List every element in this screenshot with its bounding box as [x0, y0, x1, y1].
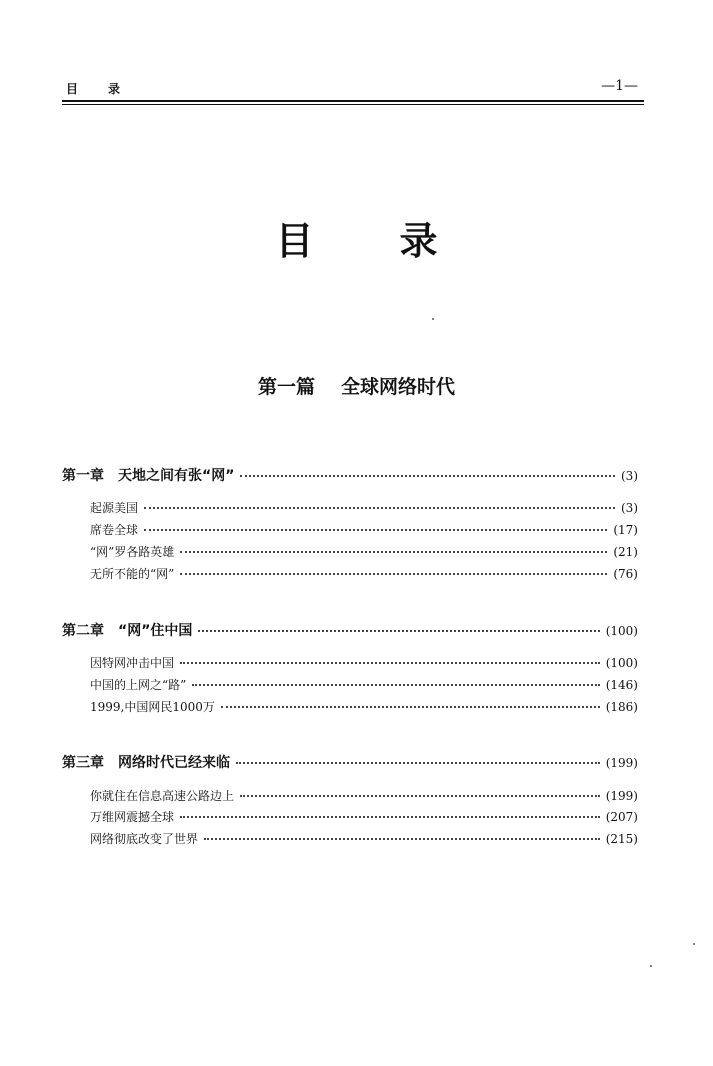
dot-leader	[240, 795, 600, 797]
page-title: 目录	[275, 219, 524, 263]
toc-chapter-2[interactable]	[62, 620, 638, 640]
section-title: 网络彻底改变了世界	[90, 832, 199, 846]
part-heading	[0, 372, 713, 399]
toc-section[interactable]	[90, 654, 638, 671]
toc-section[interactable]	[90, 676, 638, 693]
dot-leader	[180, 573, 607, 575]
toc-chapter-3[interactable]	[62, 752, 638, 772]
toc-section[interactable]	[90, 808, 638, 825]
header-rule-thin	[62, 104, 644, 105]
dot-leader	[204, 838, 600, 840]
chapter-number: 第一章	[62, 468, 104, 484]
dot-leader	[192, 684, 599, 686]
dot-leader	[236, 762, 600, 764]
part-label: 第一篇	[257, 376, 315, 398]
dot-leader	[180, 551, 607, 553]
chapter-page: (100)	[605, 624, 638, 638]
header-page-number: —1—	[601, 78, 638, 94]
section-page: (3)	[621, 501, 638, 515]
toc-section[interactable]	[90, 521, 638, 538]
section-page: (76)	[613, 567, 638, 581]
section-page: (215)	[605, 832, 638, 846]
toc-section[interactable]	[90, 830, 638, 847]
chapter-number: 第二章	[62, 623, 104, 639]
chapter-title: 天地之间有张“网”	[118, 468, 235, 484]
section-title: 中国的上网之“路”	[90, 678, 187, 692]
chapter-title: “网”住中国	[118, 623, 193, 639]
toc-section[interactable]	[90, 787, 638, 804]
header-rule-thick	[62, 100, 644, 102]
chapter-page: (3)	[621, 469, 638, 483]
scan-speck	[693, 943, 695, 945]
section-title: 因特网冲击中国	[90, 656, 175, 670]
section-page: (21)	[613, 545, 638, 559]
toc-section[interactable]	[90, 543, 638, 560]
scan-speck	[650, 965, 652, 967]
running-title: 目录	[66, 82, 151, 96]
section-page: (17)	[613, 523, 638, 537]
dot-leader	[198, 630, 599, 632]
toc-section[interactable]	[90, 565, 638, 582]
dot-leader	[144, 507, 615, 509]
section-title: 1999,中国网民1000万	[90, 700, 215, 714]
section-page: (186)	[605, 700, 638, 714]
dot-leader	[180, 816, 600, 818]
section-title: “网”罗各路英雄	[90, 545, 175, 559]
section-title: 无所不能的“网”	[90, 567, 175, 581]
dot-leader	[144, 529, 607, 531]
toc-chapter-1[interactable]	[62, 465, 638, 485]
toc-section[interactable]	[90, 698, 638, 715]
section-page: (207)	[605, 810, 638, 824]
toc-section[interactable]	[90, 499, 638, 516]
running-head	[62, 78, 642, 100]
chapter-page: (199)	[605, 756, 638, 770]
section-page: (199)	[605, 789, 638, 803]
part-title: 全球网络时代	[341, 376, 456, 398]
dot-leader	[240, 475, 615, 477]
section-page: (100)	[605, 656, 638, 670]
scan-speck	[432, 318, 434, 320]
chapter-title: 网络时代已经来临	[118, 755, 230, 771]
section-title: 席卷全球	[90, 523, 139, 537]
section-page: (146)	[605, 678, 638, 692]
section-title: 你就住在信息高速公路边上	[90, 789, 235, 803]
section-title: 万维网震撼全球	[90, 810, 175, 824]
chapter-number: 第三章	[62, 755, 104, 771]
dot-leader	[180, 662, 600, 664]
dot-leader	[221, 706, 600, 708]
section-title: 起源美国	[90, 501, 139, 515]
